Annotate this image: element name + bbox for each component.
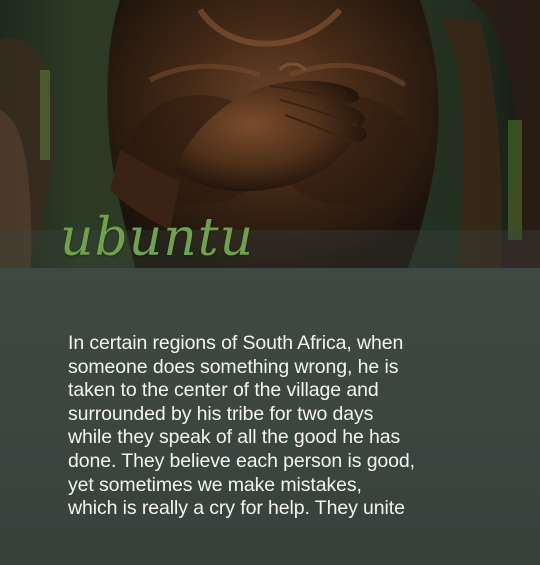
paragraph-line: surrounded by his tribe for two days	[68, 402, 374, 425]
paragraph-line: while they speak of all the good he has	[68, 426, 401, 449]
paragraph-line: In certain regions of South Africa, when	[68, 332, 404, 354]
paragraph-line: taken to the center of the village and	[68, 379, 379, 402]
paragraph-line: someone does something wrong, he is	[68, 355, 399, 378]
paragraph-line: done. They believe each person is good,	[68, 449, 415, 472]
title-ubuntu: ubuntu	[60, 208, 255, 268]
paragraph-line: yet sometimes we make mistakes,	[68, 473, 362, 496]
story-paragraph	[68, 332, 508, 521]
paragraph-line: which is really a cry for help. They unite	[68, 497, 405, 520]
